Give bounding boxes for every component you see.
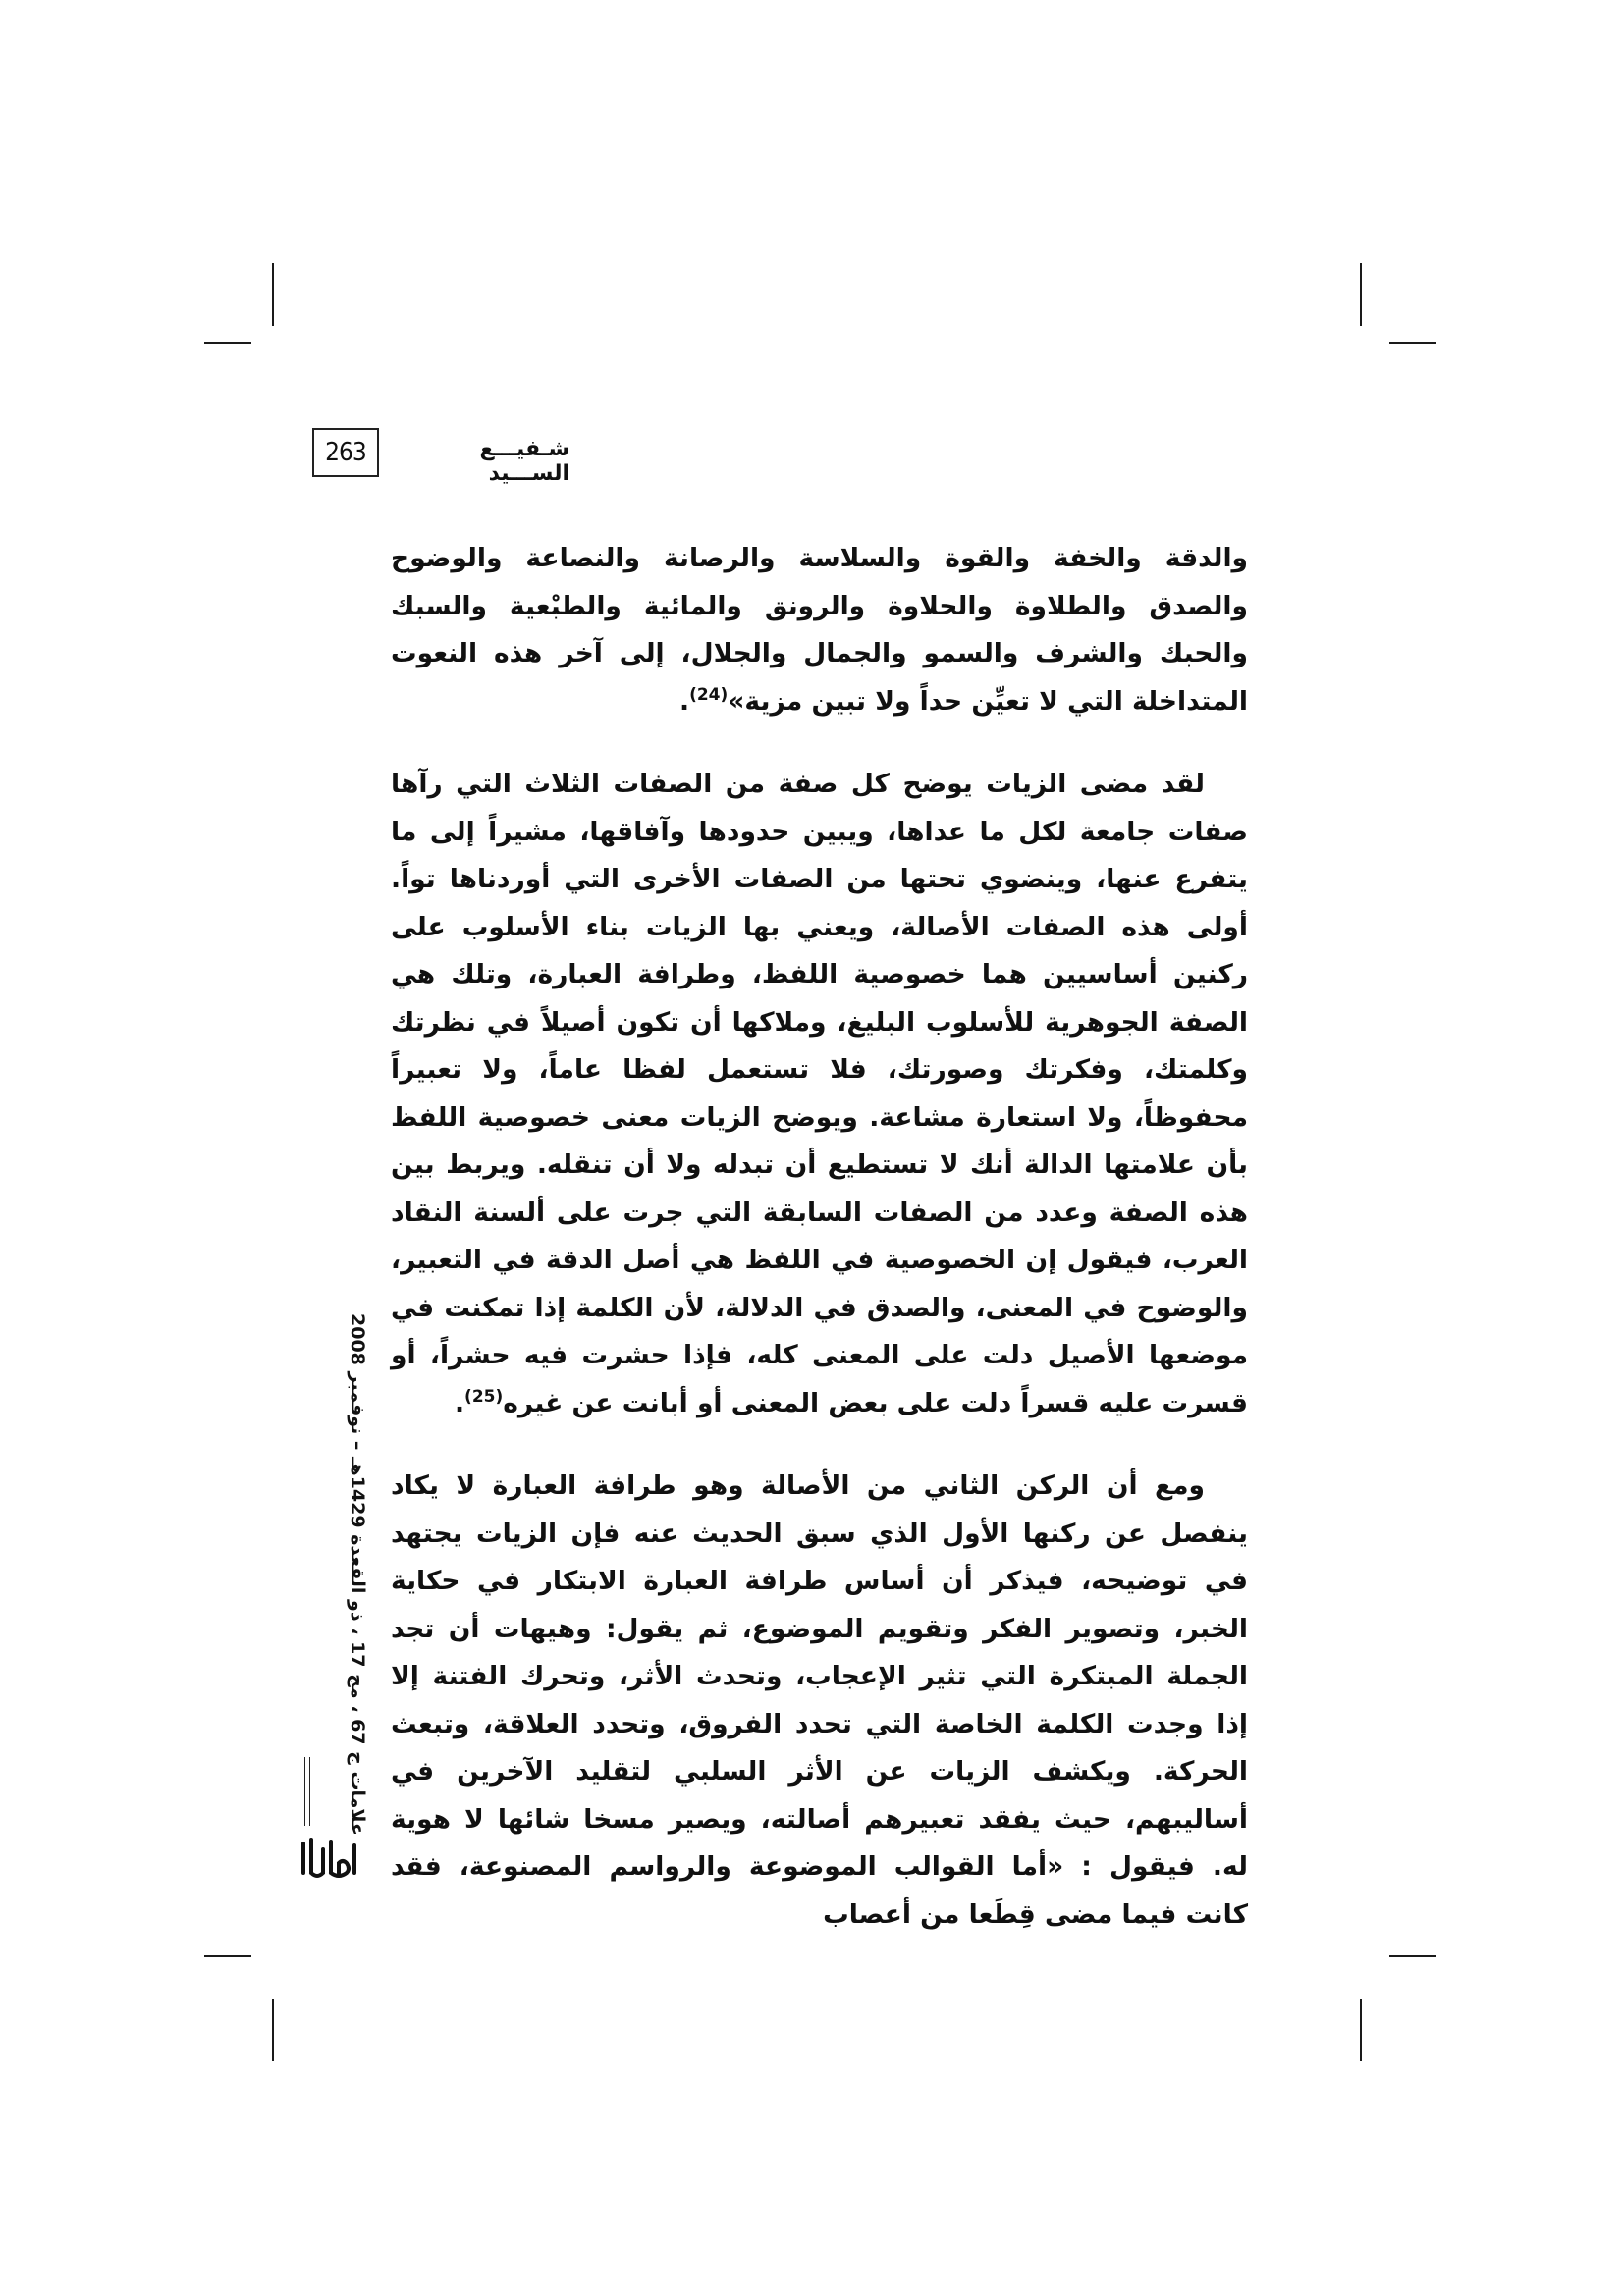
running-head-author: شـفيـــع الســـيد [479, 437, 569, 486]
footnote-ref: (25) [464, 1386, 504, 1407]
journal-logo-icon [298, 1834, 360, 1885]
crop-mark [204, 342, 251, 344]
footnote-ref: (24) [689, 684, 729, 705]
paragraph [391, 535, 1248, 725]
side-rule [309, 1757, 310, 1826]
journal-citation: علامات ج 67 ، مج 17 ، ذو القعدة 1429هـ – نوفمبر 2008 [347, 1313, 368, 1836]
crop-mark [204, 1955, 251, 1957]
paragraph-end: . [678, 685, 690, 717]
crop-mark [1389, 1955, 1436, 1957]
paragraph-text: لقد مضى الزيات يوضح كل صفة من الصفات الثلاث التي رآها صفات جامعة لكل ما عداها، ويبين حدودها وآفاقها، مشيراً إلى ما يتفرع عنها، وينضوي تحتها من الصفات الأخرى التي أوردناها تواً. أولى هذه الصفات الأصالة، ويعني بها الزيات بناء الأسلوب على ركنين أساسيين هما خصوصية اللفظ، وطرافة العبارة، وتلك هي الصفة الجوهرية للأسلوب البليغ، وملاكها أن تكون أصيلاً في نظرتك وكلمتك، وفكرتك وصورتك، فلا تستعمل لفظا عاماً، ولا تعبيراً محفوظاً، ولا استعارة مشاعة. ويوضح الزيات معنى خصوصية اللفظ بأن علامتها الدالة أنك لا تستطيع أن تبدله ولا أن تنقله. ويربط بين هذه الصفة وعدد من الصفات السابقة التي جرت على ألسنة النقاد العرب، فيقول إن الخصوصية في اللفظ هي أصل الدقة في التعبير، والوضوح في المعنى، والصدق في الدلالة، لأن الكلمة إذا تمكنت في موضعها الأصيل دلت على المعنى كله، فإذا حشرت فيه حشراً، أو قسرت عليه قسراً دلت على بعض المعنى أو أبانت عن غيره [391, 769, 1248, 1418]
crop-mark [1360, 263, 1362, 326]
paragraph [391, 761, 1248, 1427]
paragraph-text: والدقة والخفة والقوة والسلاسة والرصانة والنصاعة والوضوح والصدق والطلاوة والحلاوة والرونق والمائية والطبْعية والسبك والحبك والشرف والسمو والجمال والجلال، إلى آخر هذه النعوت المتداخلة التي لا تعيِّن حداً ولا تبين مزية» [391, 543, 1248, 717]
page-number: 263 [312, 428, 379, 477]
crop-mark [272, 1999, 274, 2061]
crop-mark [272, 263, 274, 326]
paragraph-end: . [454, 1387, 465, 1418]
paragraph-text: ومع أن الركن الثاني من الأصالة وهو طرافة العبارة لا يكاد ينفصل عن ركنها الأول الذي سبق الحديث عنه فإن الزيات يجتهد في توضيحه، فيذكر أن أساس طرافة العبارة الابتكار في حكاية الخبر، وتصوير الفكر وتقويم الموضوع، ثم يقول: وهيهات أن تجد الجملة المبتكرة التي تثير الإعجاب، وتحدث الأثر، وتحرك الفتنة إلا إذا وجدت الكلمة الخاصة التي تحدد الفروق، وتحدد العلاقة، وتبعث الحركة. ويكشف الزيات عن الأثر السلبي لتقليد الآخرين في أساليبهم، حيث يفقد تعبيرهم أصالته، ويصير مسخا شائها لا هوية له. فيقول : «أما القوالب الموضوعة والرواسم المصنوعة، فقد كانت فيما مضى قِطَعا من أعصاب [391, 1470, 1248, 1930]
body-text [391, 535, 1248, 1939]
crop-mark [1360, 1999, 1362, 2061]
crop-mark [1389, 342, 1436, 344]
side-rule [304, 1757, 305, 1826]
paragraph [391, 1463, 1248, 1939]
